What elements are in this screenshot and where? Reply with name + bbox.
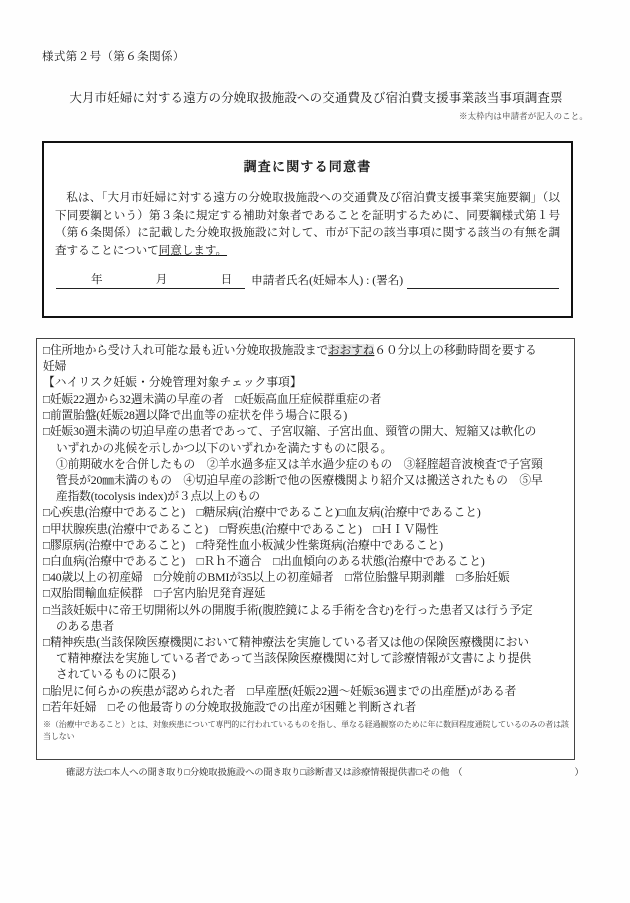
checklist-item-threatened-preterm-cont [43, 441, 569, 457]
checklist-item-collagen-itp[interactable]: □膠原病(治療中であること) □特発性血小板減少性紫斑病(治療中であること) [43, 538, 443, 552]
checklist-item-young-pregnancy-other[interactable]: □若年妊婦 □その他最寄りの分娩取扱施設での出産が困難と判断され者 [43, 700, 417, 714]
checklist-item-fetal-disease-preterm-history[interactable]: □胎児に何らかの疾患が認められた者 □早産歴(妊娠22週〜妊娠36週までの出産歴)がある者 [43, 684, 517, 698]
checklist-subitem-line-2 [43, 473, 569, 489]
consent-title: 調査に関する同意書 [243, 159, 372, 174]
checklist-subitem-line-3 [43, 489, 569, 505]
consent-box [42, 141, 573, 318]
consent-paragraph [55, 189, 560, 259]
confirm-other-close-paren: ） [574, 768, 584, 778]
confirm-other-open-paren: （ [453, 768, 463, 778]
signature-input-line[interactable] [407, 274, 559, 289]
confirmation-method-row [66, 764, 584, 778]
checklist-item-leukemia-rh-bleeding[interactable]: □白血病(治療中であること) □Ｒｈ不適合 □出血傾向のある状態(治療中であること) [43, 555, 485, 569]
checklist-item-preterm[interactable]: □妊娠22週から32週未満の早産の者 □妊娠高血圧症候群重症の者 [43, 393, 382, 407]
checklist-footnote: ※（治療中であること）とは、対象疾患について専門的に行われているものを指し、単なる経過観察のために年に数回程度通院しているのみの者は該当しない [43, 720, 569, 742]
confirm-option-other[interactable]: □その他 [416, 768, 450, 778]
checklist-subitem-text-1: ①前期破水を合併したもの ②羊水過多症又は羊水過少症のもの ③経腟超音波検査で子宮頸 [56, 457, 543, 471]
confirm-option-medical-certificate[interactable]: □診断書又は診療情報提供書 [300, 768, 417, 778]
signature-row [56, 271, 559, 289]
page-title: 大月市妊婦に対する遠方の分娩取扱施設への交通費及び宿泊費支援事業該当事項調査票 [69, 91, 563, 105]
checklist-item-psychiatric-cont-1 [43, 651, 569, 667]
checklist-box [36, 338, 575, 760]
checklist-item-laparotomy-cont [43, 619, 569, 635]
checklist-item-psychiatric[interactable]: □精神疾患(当該保険医療機関において精神療法を実施している者又は他の保険医療機関におい [43, 636, 529, 650]
signature-label: 申請者氏名(妊婦本人) : (署名) [251, 274, 404, 288]
form-number: 様式第２号（第６条関係） [42, 51, 185, 63]
checklist-item-distance[interactable] [43, 343, 569, 359]
checklist-item-ttts-iugr[interactable]: □双胎間輸血症候群 □子宮内胎児発育遅延 [43, 587, 266, 601]
confirm-option-interview-facility[interactable]: □分娩取扱施設への聞き取り [184, 768, 301, 778]
consent-paragraph-text: 私は、「大月市妊婦に対する遠方の分娩取扱施設への交通費及び宿泊費支援事業実施要綱」（以下同要綱という）第３条に規定する補助対象者であることを証明するために、同要綱様式第１号（第６条関係）に記載した分娩取扱施設に対して、市が下記の該当事項に関する該当の有無を調査することについて [55, 191, 560, 257]
checklist-item-distance-cont: 妊婦 [43, 360, 67, 374]
checklist-subitem-line-1 [43, 457, 569, 473]
title-note: ※太枠内は申請者が記入のこと。 [458, 111, 588, 121]
signature-date-field[interactable]: 年 月 日 [56, 271, 245, 289]
confirmation-method-label: 確認方法: [66, 768, 106, 778]
checklist-item-distance-emphasis: おおすね [328, 344, 375, 357]
checklist-item-threatened-preterm-cont-text: いずれかの兆候を示しかつ以下のいずれかを満たすものに限る。 [56, 441, 393, 455]
checklist-item-psychiatric-cont-text-2: されているものに限る) [56, 668, 176, 682]
checklist-item-psychiatric-cont-text-1: て精神療法を実施している者であって当該保険医療機関に対して診療情報が文書により提供 [56, 652, 531, 666]
checklist-item-thyroid-kidney-hiv[interactable]: □甲状腺疾患(治療中であること) □腎疾患(治療中であること) □ＨＩＶ陽性 [43, 522, 439, 536]
checklist-item-threatened-preterm[interactable]: □妊娠30週未満の切迫早産の患者であって、子宮収縮、子宮出血、頸管の開大、短縮又は軟化の [43, 425, 537, 439]
checklist-item-placenta-previa[interactable]: □前置胎盤(妊娠28週以降で出血等の症状を伴う場合に限る) [43, 409, 348, 423]
checklist-item-heart-diabetes-hemophilia[interactable]: □心疾患(治療中であること) □糖尿病(治療中であること)□血友病(治療中であること) [43, 506, 481, 520]
checklist-item-laparotomy-cont-text: のある患者 [56, 619, 114, 633]
confirm-option-interview-self[interactable]: □本人への聞き取り [105, 768, 185, 778]
checklist-item-laparotomy[interactable]: □当該妊娠中に帝王切開術以外の開腹手術(腹腔鏡による手術を含む)を行った患者又は行う予定 [43, 603, 533, 617]
consent-agree-phrase: 同意します。 [158, 243, 228, 257]
checklist-subitem-text-2: 管長が20㎜未満のもの ④切迫早産の診断で他の医療機関より紹介又は搬送されたもの ⑤早 [56, 474, 543, 488]
checklist-item-age-bmi-abruption-multiple[interactable]: □40歳以上の初産婦 □分娩前のBMIが35以上の初産婦者 □常位胎盤早期剥離 □多胎妊娠 [43, 571, 510, 585]
checklist-item-psychiatric-cont-2 [43, 667, 569, 683]
checklist-section-heading: 【ハイリスク妊娠・分娩管理対象チェック事項】 [43, 376, 302, 390]
checklist-item-distance-head: □住所地から受け入れ可能な最も近い分娩取扱施設まで [43, 344, 329, 357]
checklist-subitem-text-3: 産指数(tocolysis index)が３点以上のもの [56, 490, 260, 504]
checklist-item-distance-tail: ６０分以上の移動時間を要する [374, 344, 537, 357]
